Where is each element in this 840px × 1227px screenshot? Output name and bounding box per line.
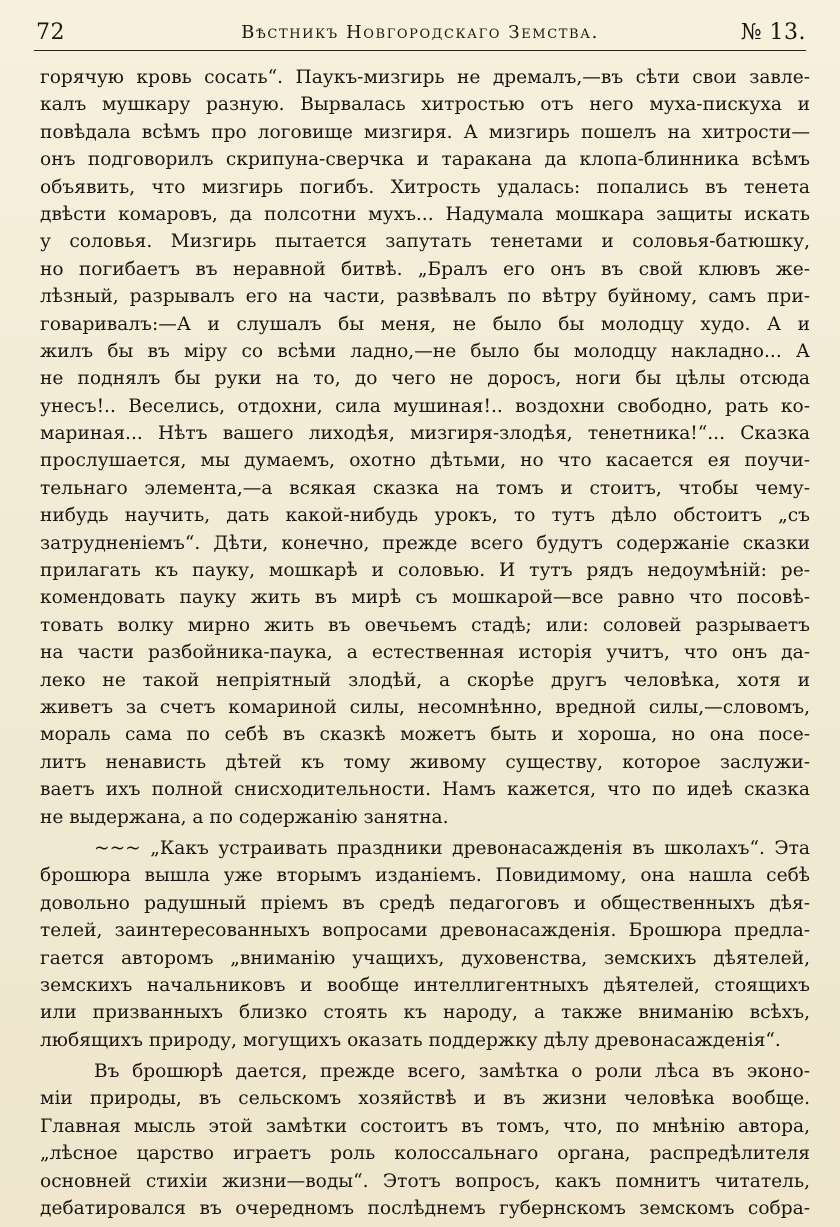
text-line: товать волку мирно жить въ овечьемъ стадѣ; или: соловей разрываетъ [40,614,810,636]
text-line: комендовать пауку жить въ мирѣ съ мошкарой—все равно что посовѣ- [40,587,810,609]
text-line: Главная мысль этой замѣтки состоитъ въ томъ, что, по мнѣнiю автора, [40,1115,810,1137]
text-line: Въ брошюрѣ дается, прежде всего, замѣтка о роли лѣса въ эконо- [94,1061,810,1083]
text-line: нибудь научить, дать какой-нибудь урокъ, то тутъ дѣло обстоитъ „съ [40,505,810,527]
text-line: говаривалъ:—А и слушалъ бы меня, не было бы молодцу худо. А и [40,313,810,335]
text-line: лѣзный, разрывалъ его на части, развѣвалъ по вѣтру буйному, самъ при- [40,286,810,308]
text-line: калъ мушкару разную. Вырвалась хитростью отъ него муха-пискуха и [40,94,810,116]
text-line: мораль сама по себѣ въ сказкѣ можетъ быть и хороша, но она посе- [40,724,810,746]
text-line: дебатировался въ очередномъ послѣднемъ губернскомъ земскомъ собра- [40,1198,810,1220]
text-line: двѣсти комаровъ, да полсотни мухъ... Надумала мошкара защиты искать [40,203,810,225]
text-line: на части разбойника-паука, а естественная исторiя учитъ, что онъ да- [40,642,810,664]
article-body [40,64,810,1222]
text-line: „лѣсное царство играетъ роль колоссальнаго органа, распредѣлителя [40,1143,810,1165]
text-line: не выдержана, а по содержанiю занятна. [40,806,449,828]
journal-title: Вѣстникъ Новгородскаго Земства. [241,22,599,43]
text-line: брошюра вышла уже вторымъ изданiемъ. Повидимому, она нашла себѣ [40,865,810,887]
text-line: тельнаго элемента,—а всякая сказка на томъ и стоитъ, чтобы чему- [40,477,810,499]
text-line: жилъ бы въ мiру со всѣми ладно,—не было бы молодцу накладно... А [40,340,810,362]
text-line: объявить, что мизгирь погибъ. Хитрость удалась: попались въ тенета [40,176,810,198]
text-line: основней стихiи жизни—воды“. Этотъ вопросъ, какъ помнитъ читатель, [40,1170,810,1192]
text-line: литъ ненависть дѣтей къ тому живому существу, которое заслужи- [40,751,810,773]
text-line: телей, заинтересованныхъ вопросами древонасажденiя. Брошюра предла- [40,920,810,942]
text-line: мариная... Нѣтъ вашего лиходѣя, мизгиря-злодѣя, тенетника!“... Сказка [40,423,810,445]
text-line: унесъ!.. Веселись, отдохни, сила мушиная!.. воздохни свободно, рать ко- [40,395,810,417]
text-line: у соловья. Мизгирь пытается запутать тенетами и соловья-батюшку, [40,231,810,253]
text-line: ваетъ ихъ полной снисходительности. Намъ кажется, что по идеѣ сказка [40,779,810,801]
paragraph [40,1058,810,1222]
text-line: повѣдала всѣмъ про логовище мизгиря. А мизгирь пошелъ на хитрости— [40,121,810,143]
header-rule [34,50,806,51]
text-line: мiи природы, въ сельскомъ хозяйствѣ и въ жизни человѣка вообще. [40,1088,810,1110]
text-line: прилагать къ пауку, мошкарѣ и соловью. И тутъ рядъ недоумѣнiй: ре- [40,560,810,582]
issue-number: № 13. [740,20,806,45]
text-line: леко не такой непрiятный злодѣй, а скорѣе другъ человѣка, хотя и [40,669,810,691]
text-line: но погибаетъ въ неравной битвѣ. „Бралъ его онъ въ свой клювъ же- [40,258,810,280]
text-line: или призванныхъ близко стоять къ народу, а также вниманiю всѣхъ, [40,1002,810,1024]
page-number: 72 [36,20,65,45]
text-line: живетъ за счетъ комариной силы, несомнѣнно, вредной силы,—словомъ, [40,696,810,718]
text-line: онъ подговорилъ скрипуна-сверчка и таракана да клопа-блинника всѣмъ [40,149,810,171]
text-line: не поднялъ бы руки на то, до чего не доросъ, ноги бы цѣлы отсюда [40,368,810,390]
running-header [34,16,806,50]
paragraph [40,835,810,1054]
text-line: прослушается, мы думаемъ, охотно дѣтьми, но что касается ея поучи- [40,450,810,472]
text-line: земскихъ начальниковъ и вообще интеллигентныхъ дѣятелей, стоящихъ [40,974,810,996]
text-line: горячую кровь сосать“. Паукъ-мизгирь не дремалъ,—въ сѣти свои завле- [40,67,810,88]
text-line: любящихъ природу, могущихъ оказать поддержку дѣлу древонасажденiя“. [40,1029,781,1051]
text-line: затрудненiемъ“. Дѣти, конечно, прежде всего будутъ содержанiе сказки [40,532,810,554]
text-line: довольно радушный прiемъ въ средѣ педагоговъ и общественныхъ дѣя- [40,892,810,914]
text-line: ~~~ „Какъ устраивать праздники древонасажденiя въ школахъ“. Эта [94,837,810,859]
paragraph [40,64,810,831]
text-line: гается авторомъ „вниманiю учащихъ, духовенства, земскихъ дѣятелей, [40,947,810,969]
